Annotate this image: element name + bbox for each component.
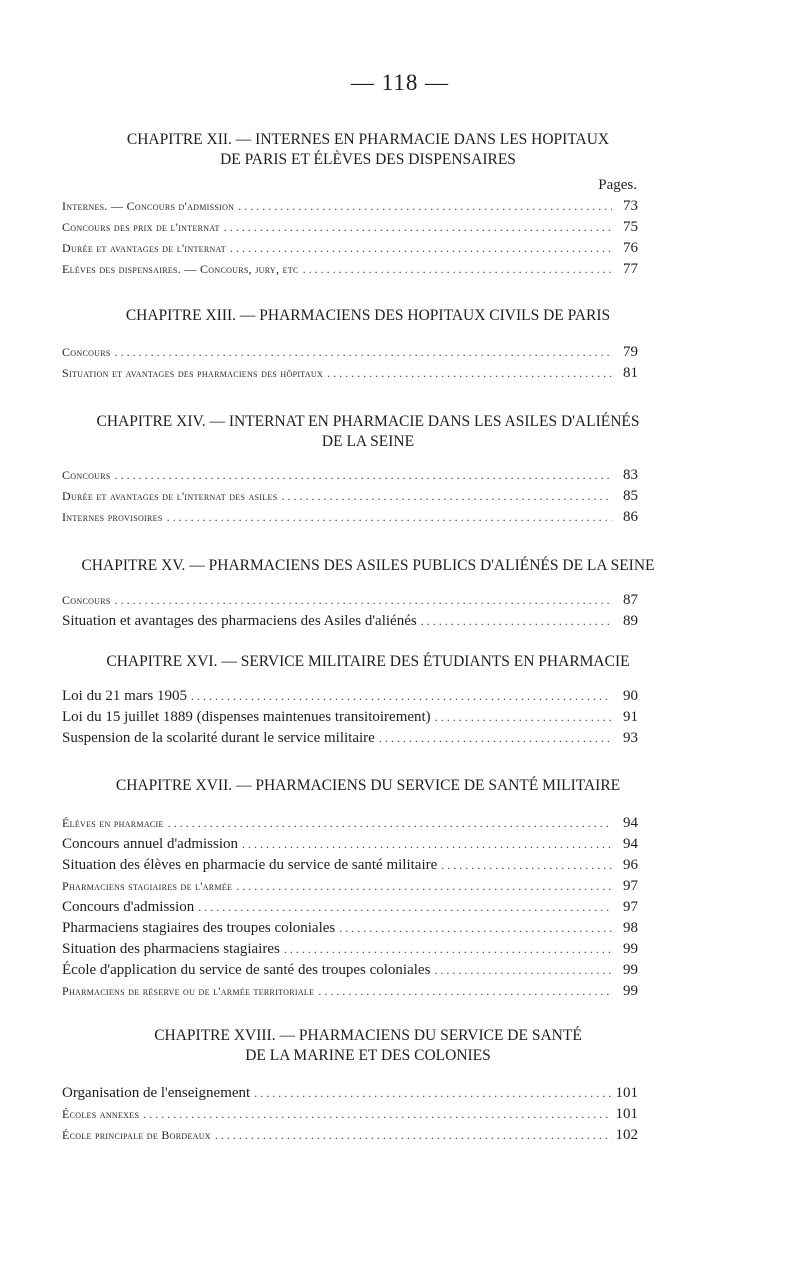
chapter-xviii-title (60, 1026, 676, 1066)
dot-leader (198, 896, 612, 918)
toc-entry[interactable] (62, 854, 638, 876)
toc-entry-label: Concours annuel d'admission (62, 836, 239, 852)
dot-leader (339, 917, 612, 939)
toc-entry-page: 102 (615, 1127, 638, 1143)
chapter-title-line: DE LA SEINE (321, 433, 415, 450)
toc-entry-label: Écoles annexes (62, 1107, 140, 1121)
toc-entry-page: 97 (623, 899, 638, 915)
chapter-xiii-title (60, 306, 676, 326)
toc-entry-label: Situation des pharmaciens stagiaires (62, 941, 280, 957)
toc-entry-label: Situation des élèves en pharmacie du service de santé militaire (62, 857, 438, 873)
toc-entry-page: 91 (623, 709, 638, 725)
toc-entry[interactable] (62, 195, 638, 217)
toc-entry-label: Situation et avantages des pharmaciens des Asiles d'aliénés (62, 613, 417, 629)
dot-leader (115, 589, 612, 611)
dot-leader (254, 1082, 611, 1104)
dot-leader (115, 464, 612, 486)
dot-leader (284, 938, 612, 960)
toc-entry[interactable] (62, 812, 638, 834)
dot-leader (230, 237, 612, 259)
dot-leader (441, 854, 612, 876)
chapter-title-line: CHAPITRE XII. — INTERNES EN PHARMACIE DANS LES HOPITAUX (126, 131, 610, 148)
chapter-xv-title (60, 556, 676, 576)
toc-entry-label: Concours (62, 468, 111, 482)
dot-leader (224, 216, 612, 238)
toc-entry[interactable] (62, 875, 638, 897)
toc-entry-page: 99 (623, 962, 638, 978)
toc-entry[interactable] (62, 833, 638, 855)
page-number: — 118 — (350, 70, 450, 95)
toc-entry-page: 94 (623, 815, 638, 831)
toc-entry-page: 73 (623, 198, 638, 214)
dot-leader (115, 341, 612, 363)
toc-entry-label: Suspension de la scolarité durant le service militaire (62, 730, 375, 746)
chapter-xvi-title (60, 652, 676, 672)
dot-leader (379, 727, 612, 749)
dot-leader (318, 980, 612, 1002)
toc-entry-label: Pharmaciens stagiaires des troupes coloniales (62, 920, 336, 936)
dot-leader (168, 812, 612, 834)
toc-entry-page: 99 (623, 983, 638, 999)
toc-entry[interactable] (62, 1103, 638, 1125)
chapter-xiv-title (60, 412, 676, 452)
toc-entry-page: 93 (623, 730, 638, 746)
toc-entry-page: 98 (623, 920, 638, 936)
toc-entry-label: Pharmaciens stagiaires de l'armée (62, 879, 233, 893)
toc-entry-page: 83 (623, 467, 638, 483)
toc-entry[interactable] (62, 917, 638, 939)
toc-entry[interactable] (62, 341, 638, 363)
toc-entry[interactable] (62, 216, 638, 238)
toc-entry[interactable] (62, 485, 638, 507)
toc-entry-label: Situation et avantages des pharmaciens des hôpitaux (62, 366, 324, 380)
toc-entry-label: Internes provisoires (62, 510, 163, 524)
chapter-title-line: DE LA MARINE ET DES COLONIES (245, 1047, 491, 1064)
toc-entry-label: Loi du 21 mars 1905 (62, 688, 187, 704)
dot-leader (167, 506, 612, 528)
toc-entry[interactable] (62, 727, 638, 749)
toc-entry-label: Durée et avantages de l'internat (62, 241, 226, 255)
toc-entry-page: 97 (623, 878, 638, 894)
toc-entry-page: 81 (623, 365, 638, 381)
toc-entry-page: 85 (623, 488, 638, 504)
toc-entry[interactable] (62, 896, 638, 918)
dot-leader (303, 258, 612, 280)
toc-entry[interactable] (62, 506, 638, 528)
chapter-title-line: CHAPITRE XV. — PHARMACIENS DES ASILES PUBLICS D'ALIÉNÉS DE LA SEINE (81, 557, 655, 574)
toc-entry[interactable] (62, 959, 638, 981)
toc-entry-label: Loi du 15 juillet 1889 (dispenses maintenues transitoirement) (62, 709, 431, 725)
toc-entry-label: Concours des prix de l'internat (62, 220, 220, 234)
dot-leader (143, 1103, 611, 1125)
toc-entry-page: 87 (623, 592, 638, 608)
chapter-title-line: DE PARIS ET ÉLÈVES DES DISPENSAIRES (220, 151, 516, 168)
dot-leader (191, 685, 612, 707)
toc-entry-page: 77 (623, 261, 638, 277)
toc-entry[interactable] (62, 706, 638, 728)
toc-entry-label: Organisation de l'enseignement (62, 1085, 251, 1101)
toc-entry-page: 89 (623, 613, 638, 629)
toc-entry-page: 86 (623, 509, 638, 525)
toc-entry-page: 75 (623, 219, 638, 235)
toc-entry[interactable] (62, 980, 638, 1002)
toc-entry-label: Pharmaciens de réserve ou de l'armée territoriale (62, 984, 315, 998)
toc-entry[interactable] (62, 610, 638, 632)
chapter-title-line: CHAPITRE XVI. — SERVICE MILITAIRE DES ÉTUDIANTS EN PHARMACIE (106, 653, 630, 670)
toc-entry[interactable] (62, 1124, 638, 1146)
dot-leader (281, 485, 612, 507)
dot-leader (215, 1124, 612, 1146)
toc-entry-label: Internes. — Concours d'admission (62, 199, 235, 213)
chapter-title-line: CHAPITRE XVII. — PHARMACIENS DU SERVICE DE SANTÉ MILITAIRE (115, 777, 621, 794)
dot-leader (238, 195, 612, 217)
toc-entry-label: École principale de Bordeaux (62, 1128, 211, 1142)
chapter-xii-title (60, 130, 676, 170)
toc-entry[interactable] (62, 258, 638, 280)
toc-entry-label: Durée et avantages de l'internat des asiles (62, 489, 278, 503)
toc-entry-label: Concours (62, 593, 111, 607)
toc-entry[interactable] (62, 237, 638, 259)
dot-leader (327, 362, 612, 384)
toc-entry[interactable] (62, 938, 638, 960)
toc-entry-page: 99 (623, 941, 638, 957)
dot-leader (421, 610, 612, 632)
chapter-xvii-title (60, 776, 676, 796)
toc-entry-page: 101 (615, 1085, 638, 1101)
chapter-title-line: CHAPITRE XIII. — PHARMACIENS DES HOPITAUX CIVILS DE PARIS (125, 307, 611, 324)
dot-leader (242, 833, 612, 855)
toc-entry-label: Elèves des dispensaires. — Concours, jury, etc (62, 262, 299, 276)
toc-entry-page: 76 (623, 240, 638, 256)
toc-entry-label: Concours (62, 345, 111, 359)
dot-leader (434, 959, 612, 981)
toc-entry-page: 94 (623, 836, 638, 852)
dot-leader (435, 706, 612, 728)
toc-entry-label: Concours d'admission (62, 899, 195, 915)
chapter-title-line: CHAPITRE XIV. — INTERNAT EN PHARMACIE DANS LES ASILES D'ALIÉNÉS (96, 413, 640, 430)
toc-entry-page: 90 (623, 688, 638, 704)
toc-entry-page: 101 (615, 1106, 638, 1122)
toc-entry[interactable] (62, 464, 638, 486)
toc-entry-label: École d'application du service de santé des troupes coloniales (62, 962, 431, 978)
toc-entry-label: Élèves en pharmacie (62, 816, 164, 830)
toc-entry[interactable] (62, 1082, 638, 1104)
toc-entry[interactable] (62, 589, 638, 611)
toc-entry-page: 79 (623, 344, 638, 360)
toc-entry[interactable] (62, 362, 638, 384)
chapter-title-line: CHAPITRE XVIII. — PHARMACIENS DU SERVICE DE SANTÉ (154, 1027, 582, 1044)
dot-leader (236, 875, 612, 897)
pages-column-label: Pages. (598, 177, 637, 193)
toc-entry[interactable] (62, 685, 638, 707)
toc-entry-page: 96 (623, 857, 638, 873)
